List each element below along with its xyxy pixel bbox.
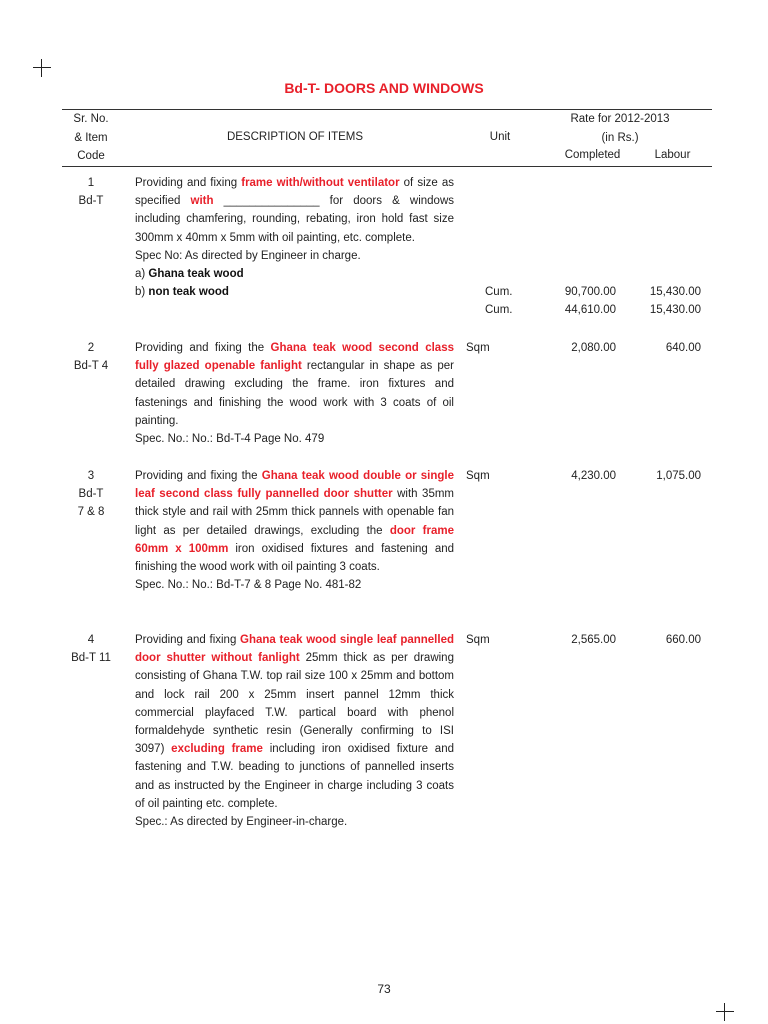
item-unit: Sqm — [466, 634, 490, 646]
header-labour: Labour — [654, 149, 691, 161]
page-number: 73 — [377, 982, 391, 996]
item-number-cell: 2 Bd-T 4 — [73, 342, 109, 373]
sub-item: a) Ghana teak wood — [135, 268, 244, 281]
item-description: Providing and fixing frame with/without ventilator of size as specified with _______________ for doors & windows including chamfering, rounding, rebating, iron hold fast size 300mm x 40mm x 5mm with oil painting, etc. complete. Spec No: As directed by Engineer in charge. a) Ghana teak wood b) non teak wood — [135, 174, 454, 301]
item-description: Providing and fixing the Ghana teak wood second class fully glazed openable fanlight rectangular in shape as per detailed drawing excluding the frame. iron fixtures and fastenings and finishing the wood work with 3 coats of oil painting. Spec. No.: No.: Bd-T-4 Page No. 479 — [135, 339, 454, 448]
item-completed: 4,230.00 — [571, 470, 616, 482]
item-unit: Sqm — [466, 470, 490, 482]
item-labour: 640.00 — [665, 342, 701, 354]
header-completed: Completed — [564, 149, 621, 161]
item-spec: Spec. No.: No.: Bd-T-7 & 8 Page No. 481-82 — [135, 579, 362, 592]
header-sr-no: Sr. No. & Item Code — [73, 113, 109, 162]
item-unit: Sqm — [466, 342, 490, 354]
item-number-cell: 3 Bd-T 7 & 8 — [77, 470, 105, 519]
item-completed: 2,080.00 — [571, 342, 616, 354]
page-title: Bd-T- DOORS AND WINDOWS — [284, 80, 484, 96]
crop-mark-top-left — [33, 59, 51, 77]
header-description: DESCRIPTION OF ITEMS — [226, 131, 364, 143]
item-spec: Spec. No.: No.: Bd-T-4 Page No. 479 — [135, 433, 325, 446]
item-spec: Spec No: As directed by Engineer in charge. — [135, 249, 361, 262]
item-number-cell: 4 Bd-T 11 — [71, 634, 111, 665]
item-description: Providing and fixing the Ghana teak wood double or single leaf second class fully pannelled door shutter with 35mm thick style and rail with 25mm thick pannels with openable fan light as per detailed drawings, excluding the door frame 60mm x 100mm iron oxidised fixtures and fastening and finishing the wood work with oil painting 3 coats. Spec. No.: No.: Bd-T-7 & 8 Page No. 481-82 — [135, 467, 454, 594]
header-bottom-rule — [62, 166, 712, 167]
sub-item-unit: Cum. — [485, 285, 513, 298]
item-labour: 660.00 — [665, 634, 701, 646]
item-labour: 1,075.00 — [656, 470, 701, 482]
sub-item: b) non teak wood — [135, 286, 229, 299]
sub-item-unit: Cum. — [485, 303, 513, 316]
sub-item-completed: 90,700.00 — [564, 285, 616, 298]
item-description: Providing and fixing Ghana teak wood single leaf pannelled door shutter without fanlight 25mm thick as per drawing consisting of Ghana T.W. top rail size 100 x 25mm and bottom and lock rail 200 x 25mm insert pannel 12mm thick commercial playfaced T.W. partical board with phenol formaldehyde synthetic resin (Generally confirming to ISI 3097) excluding frame including iron oxidised fixture and fastening and T.W. beading to junctions of pannelled inserts and as instructed by the Engineer in charge including 3 coats of oil painting etc. complete. Spec.: As directed by Engineer-in-charge. — [135, 631, 454, 831]
sub-item-labour: 15,430.00 — [649, 303, 701, 316]
crop-mark-bottom-right — [716, 1003, 734, 1021]
header-rate: Rate for 2012-2013 (in Rs.) — [570, 113, 670, 144]
item-completed: 2,565.00 — [571, 634, 616, 646]
item-number-cell: 1 Bd-T — [78, 177, 104, 208]
item-spec: Spec.: As directed by Engineer-in-charge. — [135, 816, 348, 829]
header-unit: Unit — [489, 131, 511, 143]
sub-item-completed: 44,610.00 — [564, 303, 616, 316]
sub-item-labour: 15,430.00 — [649, 285, 701, 298]
